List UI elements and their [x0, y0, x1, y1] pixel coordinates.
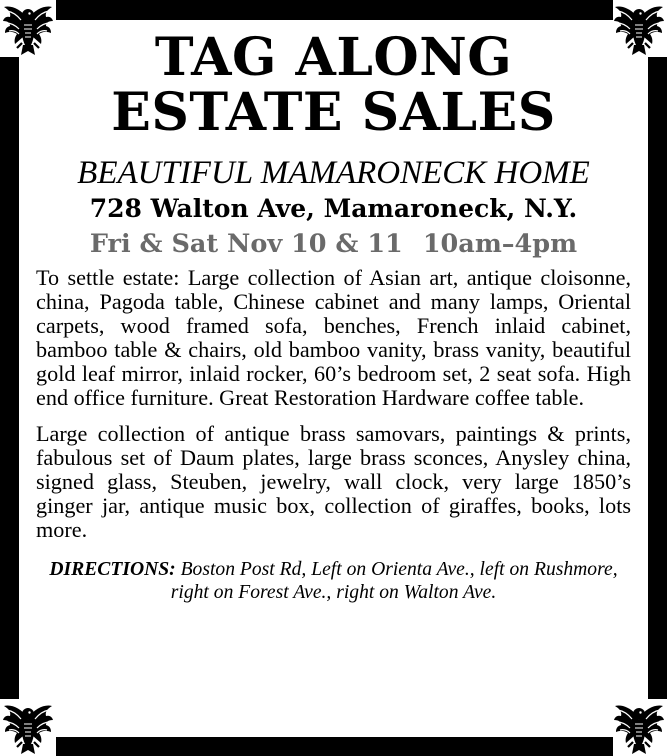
eagle-icon	[1, 700, 55, 756]
directions-text: Boston Post Rd, Left on Orienta Ave., left on Rushmore, right on Forest Ave., right on Walton Ave.	[170, 559, 618, 603]
frame-left-bar	[0, 57, 19, 699]
eagle-icon	[612, 700, 666, 756]
directions	[36, 558, 631, 604]
ad-title	[36, 27, 631, 143]
sale-hours: 10am–4pm	[422, 229, 578, 259]
ad-dates-hours	[36, 226, 631, 262]
frame-right-bar	[648, 57, 667, 699]
title-line-1: TAG ALONG	[154, 27, 513, 88]
items-paragraph-1: To settle estate: Large collection of Asian art, antique cloisonne, china, Pagoda table, Chinese cabinet and many lamps, Oriental carpets, wood framed sofa, benches, French inlaid cabinet, bamboo table & chairs, old bamboo vanity, brass vanity, beautiful gold leaf mirror, inlaid rocker, 60’s bedroom set, 2 seat sofa. High end office furniture. Great Restoration Hardware coffee table.	[36, 265, 631, 410]
frame-bottom-bar	[56, 737, 613, 756]
frame-top-bar	[56, 0, 613, 20]
ad-address: 728 Walton Ave, Mamaroneck, N.Y.	[89, 194, 578, 223]
directions-label: DIRECTIONS:	[49, 559, 176, 580]
title-line-2: ESTATE SALES	[111, 82, 556, 143]
ad-subtitle: BEAUTIFUL MAMARONECK HOME	[77, 155, 590, 191]
ad-content	[36, 27, 631, 604]
items-paragraph-2: Large collection of antique brass samovars, paintings & prints, fabulous set of Daum plates, large brass sconces, Anysley china, signed glass, Steuben, jewelry, wall clock, very large 1850’s ginger jar, antique music box, collection of giraffes, books, lots more.	[36, 421, 631, 542]
sale-dates: Fri & Sat Nov 10 & 11	[89, 229, 403, 259]
